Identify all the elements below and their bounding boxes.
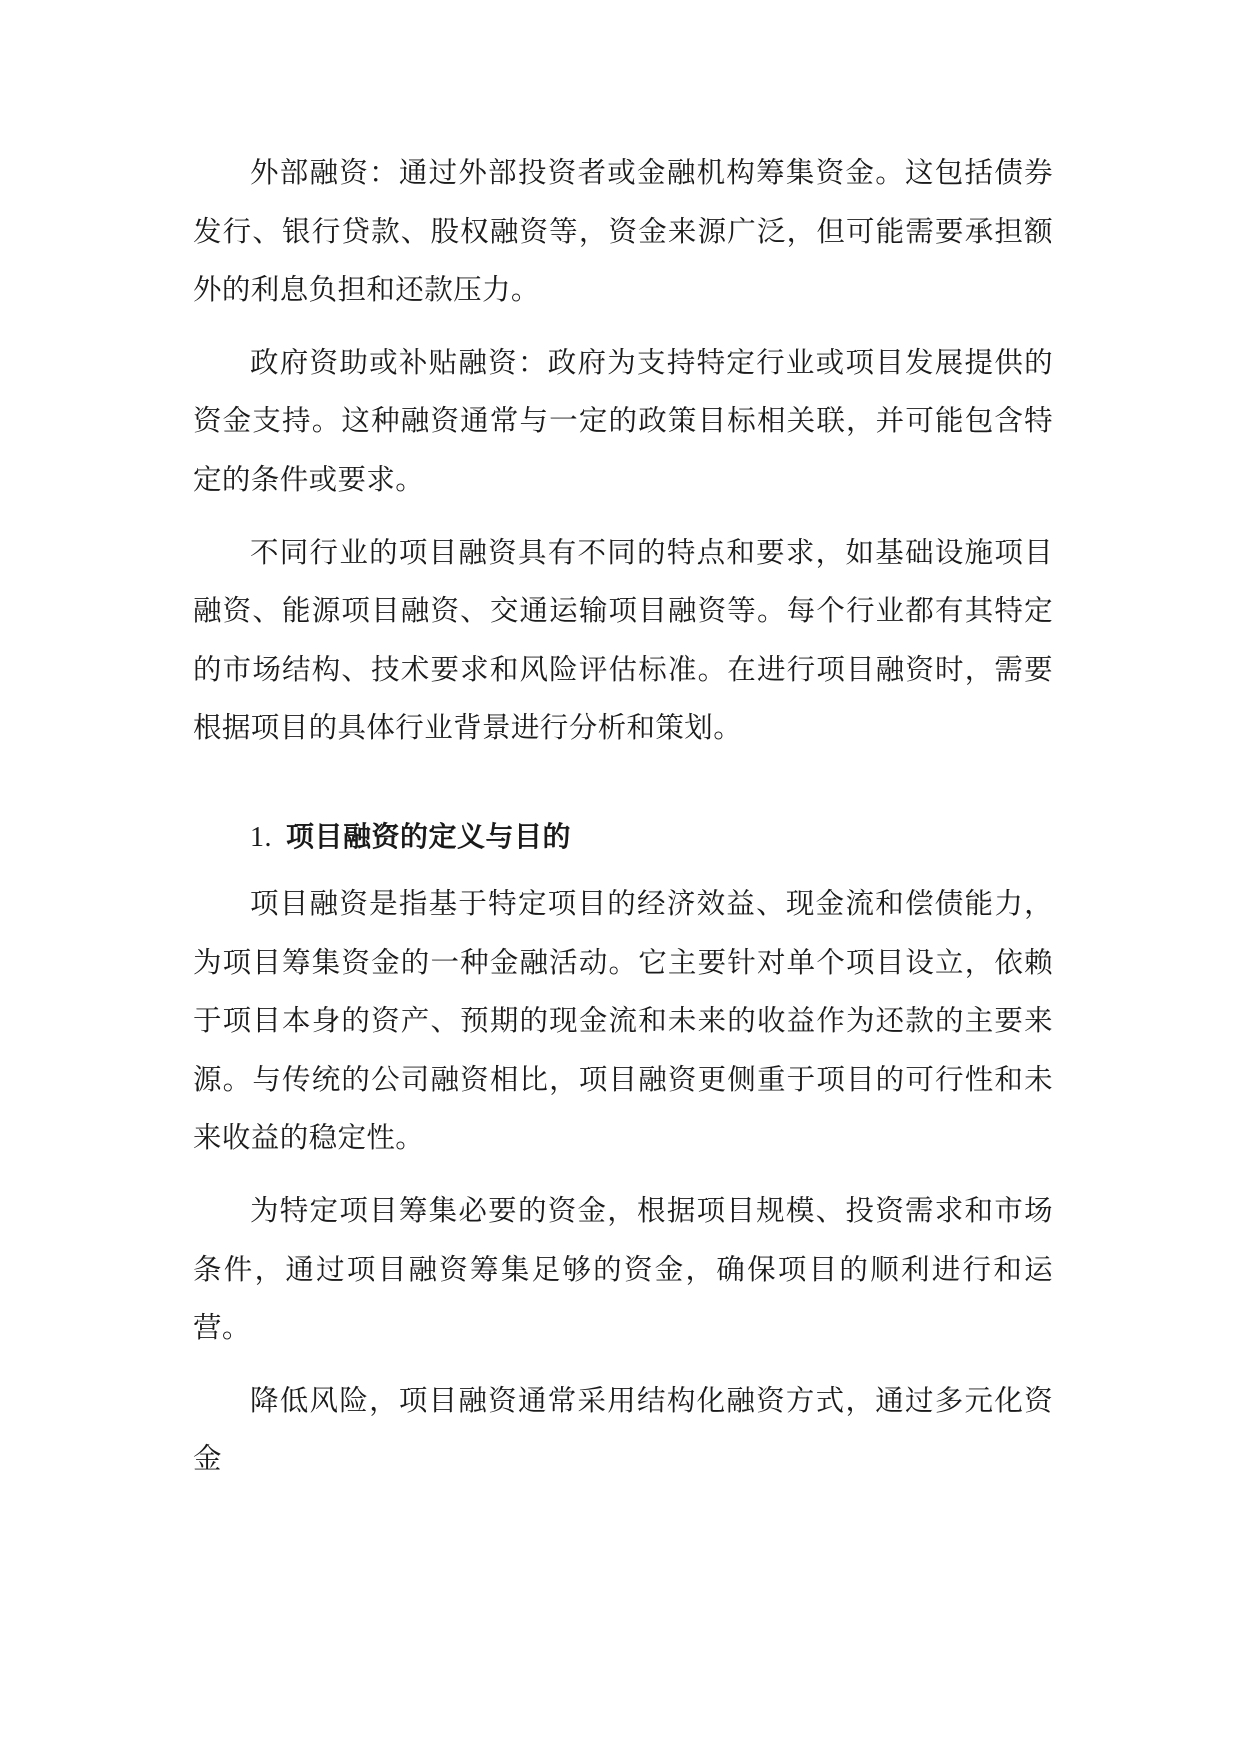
paragraph-definition: 项目融资是指基于特定项目的经济效益、现金流和偿债能力，为项目筹集资金的一种金融活动。它主要针对单个项目设立，依赖于项目本身的资产、预期的现金流和未来的收益作为还款的主要来源。与传统的公司融资相比，项目融资更侧重于项目的可行性和未来收益的稳定性。	[193, 886, 1053, 1155]
paragraph-industry-financing: 不同行业的项目融资具有不同的特点和要求，如基础设施项目融资、能源项目融资、交通运输项目融资等。每个行业都有其特定的市场结构、技术要求和风险评估标准。在进行项目融资时，需要根据项目的具体行业背景进行分析和策划。	[193, 535, 1053, 745]
section-heading	[193, 808, 1053, 867]
page-content	[193, 144, 1053, 1489]
paragraph-external-financing: 外部融资：通过外部投资者或金融机构筹集资金。这包括债券发行、银行贷款、股权融资等，资金来源广泛，但可能需要承担额外的利息负担和还款压力。	[193, 156, 1053, 307]
paragraph-purpose-funding: 为特定项目筹集必要的资金，根据项目规模、投资需求和市场条件，通过项目融资筹集足够的资金，确保项目的顺利进行和运营。	[193, 1193, 1053, 1345]
paragraph-purpose-risk: 降低风险，项目融资通常采用结构化融资方式，通过多元化资金	[193, 1383, 1053, 1476]
paragraph-government-financing: 政府资助或补贴融资：政府为支持特定行业或项目发展提供的资金支持。这种融资通常与一定的政策目标相关联，并可能包含特定的条件或要求。	[193, 345, 1053, 496]
section-title: 项目融资的定义与目的	[286, 819, 572, 853]
section-number: 1.	[250, 821, 272, 853]
